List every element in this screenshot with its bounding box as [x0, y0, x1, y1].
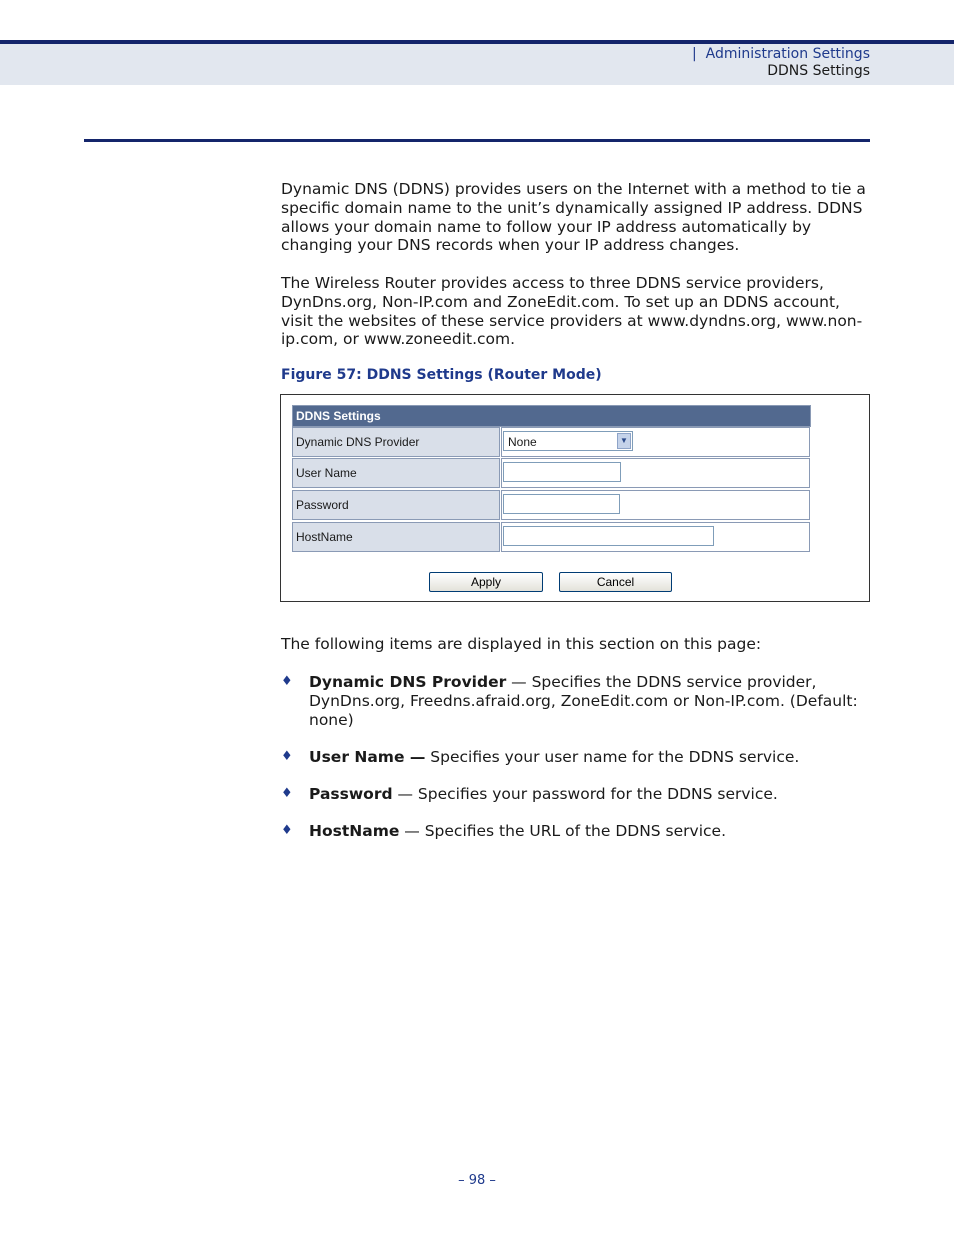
header-section-title: Administration Settings [705, 46, 870, 62]
apply-button[interactable]: Apply [429, 572, 543, 592]
section-rule [84, 139, 870, 142]
username-input[interactable] [503, 462, 621, 482]
bullet-desc: — Specifies your password for the DDNS service. [392, 785, 778, 803]
header-subsection-title: DDNS Settings [767, 63, 870, 79]
bullet-desc: — Specifies the DDNS service provider, DynDns.org, Freedns.afraid.org, ZoneEdit.com or Non-IP.com. (Default: none) [309, 673, 858, 729]
diamond-bullet-icon: ♦ [281, 786, 293, 801]
provider-select[interactable] [503, 431, 633, 451]
header-breadcrumb [692, 46, 870, 63]
breadcrumb-separator: | [692, 46, 697, 62]
figure-caption: Figure 57: DDNS Settings (Router Mode) [281, 367, 602, 383]
hostname-input[interactable] [503, 526, 714, 546]
bullet-desc: — Specifies the URL of the DDNS service. [399, 822, 727, 840]
diamond-bullet-icon: ♦ [281, 674, 293, 689]
hostname-label: HostName [292, 522, 500, 552]
provider-label: Dynamic DNS Provider [292, 427, 500, 457]
providers-paragraph: The Wireless Router provides access to three DDNS service providers, DynDns.org, Non-IP.com and ZoneEdit.com. To set up an DDNS account, visit the websites of these service providers at www.dyndns.org, www.non-ip.com, or www.zoneedit.com. [281, 274, 863, 349]
password-label: Password [292, 490, 500, 520]
items-intro-paragraph: The following items are displayed in this section on this page: [281, 635, 762, 653]
password-input[interactable] [503, 494, 620, 514]
bullet-term: User Name — [309, 748, 426, 766]
intro-paragraph: Dynamic DNS (DDNS) provides users on the Internet with a method to tie a specific domain name to the unit’s dynamically assigned IP address. DDNS allows your domain name to follow your IP address automatically by changing your DNS records when your IP address changes. [281, 180, 866, 255]
chevron-down-icon[interactable]: ▼ [617, 433, 631, 449]
bullet-term: Dynamic DNS Provider [309, 673, 507, 691]
bullet-term: Password [309, 785, 393, 803]
username-label: User Name [292, 458, 500, 488]
bullet-desc: Specifies your user name for the DDNS service. [425, 748, 800, 766]
ddns-settings-figure [280, 394, 870, 602]
diamond-bullet-icon: ♦ [281, 749, 293, 764]
provider-select-value: None [508, 435, 537, 449]
cancel-button[interactable]: Cancel [559, 572, 672, 592]
bullet-term: HostName [309, 822, 400, 840]
page-number: – 98 – [458, 1173, 496, 1188]
header-rule [0, 40, 954, 44]
panel-title: DDNS Settings [292, 405, 811, 427]
diamond-bullet-icon: ♦ [281, 823, 293, 838]
